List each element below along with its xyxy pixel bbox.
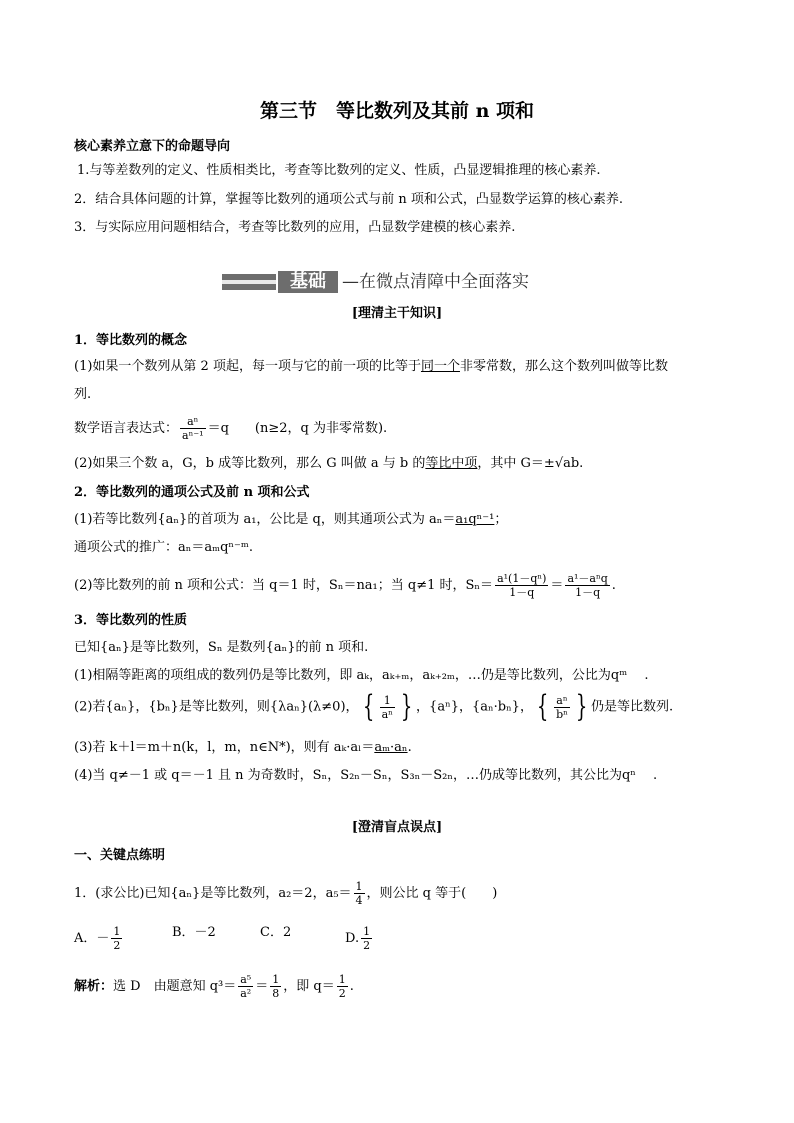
right-brace: } [400,689,413,724]
text: 仍是等比数列. [590,699,674,715]
section-banner [222,271,562,293]
section2-heading: [澄清盲点误点] [351,820,443,835]
text: 非零常数，那么这个数列叫做等比数 [459,359,668,374]
text: ； [494,512,508,527]
concept-p1-cont: 列. [74,387,92,402]
text: . [611,578,616,593]
denominator: aⁿ [381,707,393,721]
option-a [74,925,124,952]
banner-stripe [222,280,276,284]
label: A．－ [74,931,110,946]
concept-p1 [74,359,668,375]
guide-item-3: 3．与实际应用问题相结合，考查等比数列的应用，凸显数学建模的核心素养. [74,220,516,235]
numerator: a¹－aⁿq [567,572,608,585]
page-title: 第三节 等比数列及其前 n 项和 [259,100,535,122]
formula-general: 通项公式的推广：aₙ＝aₘqⁿ⁻ᵐ. [74,540,254,555]
denominator: 4 [355,894,363,907]
numerator: 1 [338,973,346,986]
denominator: 1－q [509,586,535,599]
text: ＝q (n≥2，q 为非零常数). [207,421,388,436]
math-expression [74,415,387,442]
denominator: bⁿ [556,707,568,721]
option-d [345,925,374,952]
section2-subheading: 一、关键点练明 [74,848,166,863]
ratio-fraction [180,415,206,442]
option-c: C．2 [260,925,292,940]
text: (1)若等比数列{aₙ}的首项为 a₁，公比是 q，则其通项公式为 aₙ＝ [74,512,456,527]
blank-answer: 等比中项 [425,456,478,471]
numerator: aⁿ [554,694,570,708]
banner-tag: 基础 [278,271,338,293]
denominator: 2 [113,939,121,952]
numerator: 1 [363,925,371,938]
text: (3)若 k＋l＝m＋n(k，l，m，n∈N*)，则有 aₖ·aₗ＝ [74,740,375,755]
text: 选 D 由题意知 q³＝ [113,979,237,994]
a5-fraction [354,880,365,907]
properties-intro: 已知{aₙ}是等比数列，Sₙ 是数列{aₙ}的前 n 项和. [74,640,369,655]
answer-explanation [74,973,354,1000]
property-3 [74,740,412,756]
heading-concept: 1．等比数列的概念 [74,333,188,348]
half-fraction [337,973,348,1000]
half-fraction [361,925,372,952]
label: 数学语言表达式： [74,421,179,436]
label: D. [345,931,360,946]
numerator: 1 [272,973,280,986]
blank-answer: a₁qⁿ⁻¹ [455,512,495,527]
text: (2)若{aₙ}，{bₙ}是等比数列，则{λaₙ}(λ≠0)， [74,699,359,715]
text: . [349,979,354,994]
guide-heading: 核心素养立意下的命题导向 [74,139,231,154]
blank-answer: 同一个 [420,359,460,374]
right-brace: } [575,689,588,724]
numerator: 1 [355,880,363,893]
sum-fraction-2 [565,572,609,599]
property-2 [74,689,674,724]
blank-answer: aₘ·aₙ [374,740,408,755]
quotient-fraction [554,694,570,721]
answer-label: 解析： [74,979,114,994]
equals: ＝ [550,578,564,593]
question-1 [74,880,497,907]
numerator: aⁿ [180,415,206,429]
formula-p1 [74,512,507,528]
formula-sum [74,572,616,599]
guide-item-1: 1.与等差数列的定义、性质相类比，考查等比数列的定义、性质，凸显逻辑推理的核心素养. [77,163,601,178]
text: ，其中 G＝±√ab. [477,456,584,471]
eighth-fraction [270,973,281,1000]
text: 1．(求公比)已知{aₙ}是等比数列，a₂＝2，a₅＝ [74,886,352,901]
denominator: 1－q [575,586,601,599]
option-b: B．－2 [172,925,216,940]
text: ，{aⁿ}，{aₙ·bₙ}， [416,699,533,715]
half-fraction [111,925,122,952]
property-4: (4)当 q≠－1 或 q＝－1 且 n 为奇数时，Sₙ，S₂ₙ－Sₙ，S₃ₙ－S₂ₙ，…仍成等比数列，其公比为qⁿ . [74,768,658,783]
numerator: 1 [113,925,121,938]
left-brace: { [536,689,549,724]
denominator: aⁿ⁻¹ [182,429,204,442]
section1-heading: [理清主干知识] [351,306,443,321]
sum-fraction-1 [495,572,548,599]
numerator: 1 [380,694,395,708]
text: (2)如果三个数 a，G，b 成等比数列，那么 G 叫做 a 与 b 的 [74,456,426,471]
denominator: 8 [272,987,280,1000]
numerator: a⁵ [240,973,252,986]
denominator: 2 [338,987,346,1000]
text: (1)如果一个数列从第 2 项起，每一项与它的前一项的比等于 [74,359,421,374]
denominator: a² [240,987,252,1000]
text: (2)等比数列的前 n 项和公式：当 q＝1 时，Sₙ＝na₁；当 q≠1 时，Sₙ＝ [74,578,494,593]
ratio-fraction [238,973,253,1000]
guide-item-2: 2．结合具体问题的计算，掌握等比数列的通项公式与前 n 项和公式，凸显数学运算的核心素养. [74,192,624,207]
text: ，即 q＝ [283,979,335,994]
concept-p2 [74,456,583,472]
text: . [407,740,412,755]
reciprocal-fraction [380,694,395,721]
numerator: a¹(1－qⁿ) [497,572,547,585]
denominator: 2 [363,939,371,952]
property-1: (1)相隔等距离的项组成的数列仍是等比数列，即 aₖ，aₖ₊ₘ，aₖ₊₂ₘ，…仍是等比数列，公比为qᵐ . [74,668,649,683]
heading-properties: 3．等比数列的性质 [74,613,188,628]
left-brace: { [362,689,374,724]
heading-formula: 2．等比数列的通项公式及前 n 项和公式 [74,485,310,500]
banner-subtitle: —在微点清障中全面落实 [342,272,529,292]
equals: ＝ [255,979,269,994]
text: ，则公比 q 等于( ) [366,886,498,901]
